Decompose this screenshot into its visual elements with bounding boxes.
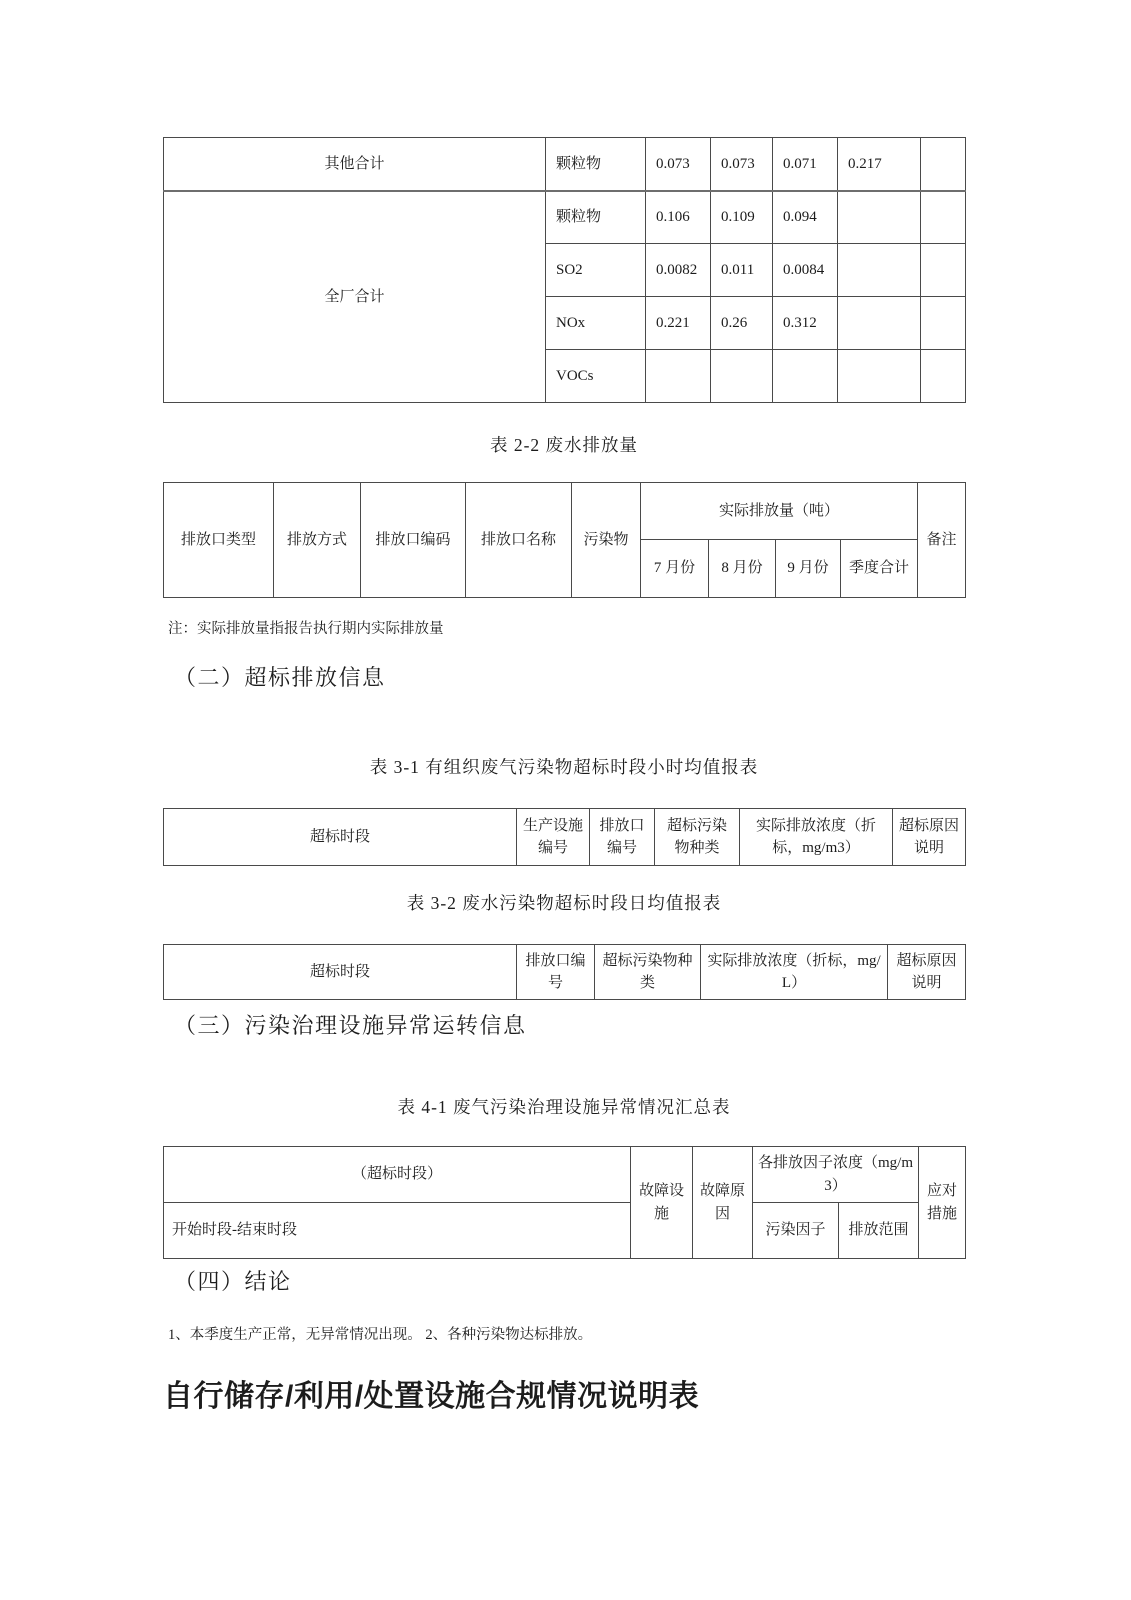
quarter-total-header: 季度合计 xyxy=(841,540,918,598)
concentration-header: 实际排放浓度（折标，mg/L） xyxy=(701,945,888,1000)
value-cell-aug: 0.109 xyxy=(711,191,773,244)
table-note: 注：实际排放量指报告执行期内实际排放量 xyxy=(168,621,444,637)
gas-exceedance-table xyxy=(163,808,966,866)
section-heading-2: （二）超标排放信息 xyxy=(174,665,386,690)
group-cell: 全厂合计 xyxy=(164,191,546,403)
pollutant-type-header: 超标污染物种类 xyxy=(595,945,701,1000)
discharge-method-header: 排放方式 xyxy=(274,483,361,598)
pollutant-cell: NOx xyxy=(546,297,646,350)
pollutant-cell: 颗粒物 xyxy=(546,138,646,191)
value-cell-aug: 0.073 xyxy=(711,138,773,191)
value-cell-quarter xyxy=(838,297,921,350)
value-cell-sep: 0.094 xyxy=(773,191,838,244)
table-4-1-title: 表 4-1 废气污染治理设施异常情况汇总表 xyxy=(397,1097,731,1117)
value-cell-sep: 0.312 xyxy=(773,297,838,350)
facility-no-header: 生产设施编号 xyxy=(517,809,590,866)
actual-emission-group-header: 实际排放量（吨） xyxy=(641,483,918,540)
september-header: 9 月份 xyxy=(776,540,841,598)
outlet-no-header: 排放口编号 xyxy=(517,945,595,1000)
table-row xyxy=(164,138,966,191)
outlet-name-header: 排放口名称 xyxy=(466,483,572,598)
fault-facility-header: 故障设施 xyxy=(631,1147,693,1259)
header-row xyxy=(164,809,966,866)
treatment-abnormal-table xyxy=(163,1146,966,1259)
value-cell-jul: 0.073 xyxy=(646,138,711,191)
value-cell-sep xyxy=(773,350,838,403)
value-cell-quarter xyxy=(838,350,921,403)
page-content xyxy=(163,0,965,1415)
value-cell-quarter xyxy=(838,244,921,297)
pollutant-cell: SO2 xyxy=(546,244,646,297)
value-cell-jul xyxy=(646,350,711,403)
water-exceedance-table xyxy=(163,944,966,1000)
value-cell-jul: 0.106 xyxy=(646,191,711,244)
remark-header: 备注 xyxy=(918,483,966,598)
remark-cell xyxy=(921,191,966,244)
table-3-2-title: 表 3-2 废水污染物超标时段日均值报表 xyxy=(406,893,722,913)
pollutant-type-header: 超标污染物种类 xyxy=(655,809,740,866)
response-measures-header: 应对措施 xyxy=(919,1147,966,1259)
value-cell-aug: 0.26 xyxy=(711,297,773,350)
header-row xyxy=(164,1203,966,1259)
pollutant-cell: VOCs xyxy=(546,350,646,403)
value-cell-aug: 0.011 xyxy=(711,244,773,297)
pollutant-cell: 颗粒物 xyxy=(546,191,646,244)
value-cell-jul: 0.0082 xyxy=(646,244,711,297)
remark-cell xyxy=(921,297,966,350)
outlet-code-header: 排放口编码 xyxy=(361,483,466,598)
value-cell-sep: 0.0084 xyxy=(773,244,838,297)
concentration-header: 实际排放浓度（折标，mg/m3） xyxy=(740,809,893,866)
emission-range-header: 排放范围 xyxy=(839,1203,919,1259)
table-3-1-title: 表 3-1 有组织废气污染物超标时段小时均值报表 xyxy=(369,757,759,777)
header-row xyxy=(164,1147,966,1203)
wastewater-emission-table xyxy=(163,482,966,598)
value-cell-quarter xyxy=(838,191,921,244)
value-cell-sep: 0.071 xyxy=(773,138,838,191)
period-header: 超标时段 xyxy=(164,945,517,1000)
conclusion-text: 1、本季度生产正常，无异常情况出现。 2、各种污染物达标排放。 xyxy=(168,1327,593,1343)
group-cell: 其他合计 xyxy=(164,138,546,191)
fault-reason-header: 故障原因 xyxy=(693,1147,753,1259)
exceed-period-header: （超标时段） xyxy=(164,1147,631,1203)
header-row xyxy=(164,945,966,1000)
table-2-2-title: 表 2-2 废水排放量 xyxy=(489,435,639,455)
outlet-no-header: 排放口编号 xyxy=(590,809,655,866)
header-row xyxy=(164,483,966,540)
section-heading-3: （三）污染治理设施异常运转信息 xyxy=(174,1013,527,1038)
period-header: 超标时段 xyxy=(164,809,517,866)
july-header: 7 月份 xyxy=(641,540,709,598)
reason-header: 超标原因说明 xyxy=(888,945,966,1000)
value-cell-quarter: 0.217 xyxy=(838,138,921,191)
section-heading-4: （四）结论 xyxy=(174,1269,292,1294)
start-end-period-header: 开始时段-结束时段 xyxy=(164,1203,631,1259)
remark-cell xyxy=(921,350,966,403)
value-cell-aug xyxy=(711,350,773,403)
emission-summary-table xyxy=(163,137,966,403)
factor-concentration-group-header: 各排放因子浓度（mg/m3） xyxy=(753,1147,919,1203)
remark-cell xyxy=(921,244,966,297)
reason-header: 超标原因说明 xyxy=(893,809,966,866)
final-section-title: 自行储存/利用/处置设施合规情况说明表 xyxy=(163,1380,700,1413)
remark-cell xyxy=(921,138,966,191)
table-row xyxy=(164,191,966,244)
pollution-factor-header: 污染因子 xyxy=(753,1203,839,1259)
value-cell-jul: 0.221 xyxy=(646,297,711,350)
outlet-type-header: 排放口类型 xyxy=(164,483,274,598)
pollutant-header: 污染物 xyxy=(572,483,641,598)
august-header: 8 月份 xyxy=(709,540,776,598)
